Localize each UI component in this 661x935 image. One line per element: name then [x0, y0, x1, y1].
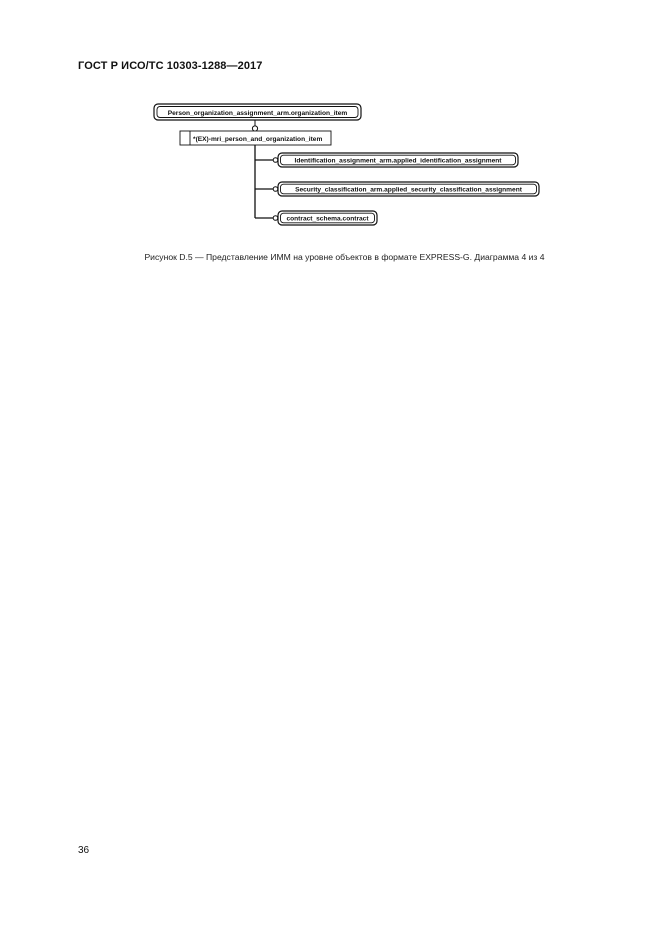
- child-label-3: contract_schema.contract: [286, 215, 369, 223]
- express-g-diagram: [0, 0, 661, 260]
- branch-2: [255, 187, 278, 192]
- extensible-select-label: *(EX)-mri_person_and_organization_item: [193, 135, 323, 143]
- root-select-label: Person_organization_assignment_arm.organization_item: [167, 109, 348, 117]
- page-number: 36: [78, 845, 90, 856]
- root-select-node: [154, 104, 361, 120]
- child-node-3: [278, 211, 377, 225]
- supertype-circle: [252, 126, 257, 131]
- extensible-select-node: [180, 131, 331, 145]
- figure-caption: Рисунок D.5 — Представление ИММ на уровне объектов в формате EXPRESS-G. Диаграмма 4 из 4: [144, 252, 545, 262]
- branch-3: [255, 216, 278, 221]
- child-label-2: Security_classification_arm.applied_security_classification_assignment: [295, 186, 522, 194]
- child-label-1: Identification_assignment_arm.applied_identification_assignment: [294, 157, 502, 165]
- child-node-2: [278, 182, 539, 196]
- branch-1: [255, 158, 278, 163]
- child-node-1: [278, 153, 518, 167]
- document-header: ГОСТ Р ИСО/ТС 10303-1288—2017: [78, 60, 263, 72]
